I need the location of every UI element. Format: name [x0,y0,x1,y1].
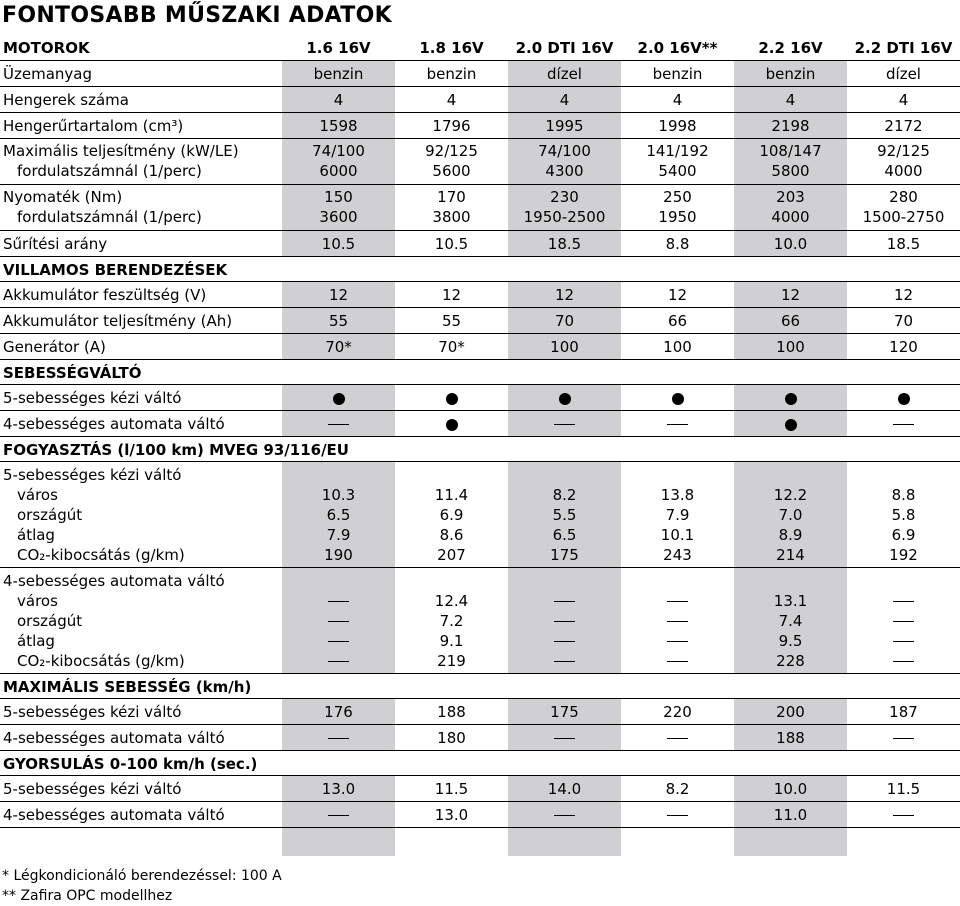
value-sub: 1950 [658,208,697,226]
value-sub: 5800 [771,162,810,180]
value-cell [847,139,960,185]
value-cell: 70 [847,308,960,334]
section-title: SEBESSÉGVÁLTÓ [0,360,960,385]
value-cell [282,385,395,411]
standard-dot-icon [785,419,797,431]
value: 7.9 [326,526,351,544]
not-available-dash-icon [328,738,349,740]
value: 8.9 [778,526,803,544]
value: 214 [776,546,805,564]
value-cell: 13.0 [282,776,395,802]
value-cell: benzin [621,61,734,87]
value-cell [508,411,621,437]
value-cell: 175 [508,699,621,725]
standard-dot-icon [898,393,910,405]
value-cell: 18.5 [508,231,621,257]
table-row [0,334,960,360]
value-cell: 66 [734,308,847,334]
value: 8.6 [439,526,464,544]
value-cell: 18.5 [847,231,960,257]
value-cell: 70* [395,334,508,360]
value-cell: 14.0 [508,776,621,802]
not-available-dash-icon [893,621,914,623]
value-cell [508,568,621,674]
value: 6.5 [552,526,577,544]
row-label [0,139,282,185]
value-cell: benzin [395,61,508,87]
value: 7.2 [439,612,464,630]
standard-dot-icon [785,393,797,405]
value-cell [847,568,960,674]
not-available-dash-icon [893,601,914,603]
not-available-dash-icon [667,815,688,817]
not-available-dash-icon [328,621,349,623]
value-cell [734,185,847,231]
value: 13.8 [660,486,695,504]
table-row [0,87,960,113]
value: 7.0 [778,506,803,524]
value-cell: 70* [282,334,395,360]
value: 219 [437,652,466,670]
value-cell: 12 [395,282,508,308]
section-header [0,674,960,699]
value-cell [395,185,508,231]
value-cell [621,139,734,185]
not-available-dash-icon [554,621,575,623]
value-cell: 13.0 [395,802,508,828]
not-available-dash-icon [893,815,914,817]
value-cell: 4 [508,87,621,113]
sub-row-label: országút [17,612,83,630]
not-available-dash-icon [554,661,575,663]
not-available-dash-icon [328,641,349,643]
not-available-dash-icon [893,641,914,643]
header-label: MOTOROK [0,36,282,61]
value-sub: 4000 [771,208,810,226]
sub-row-label: város [17,592,58,610]
value: 8.2 [552,486,577,504]
value-cell [847,725,960,751]
value-cell: 12 [282,282,395,308]
section-title: VILLAMOS BERENDEZÉSEK [0,257,960,282]
section-title: GYORSULÁS 0-100 km/h (sec.) [0,751,960,776]
value: 12.4 [434,592,469,610]
value-cell: 8.2 [621,776,734,802]
value-cell [621,725,734,751]
row-label: Hengerűrtartalom (cm³) [0,113,282,139]
value-cell: 12 [621,282,734,308]
value-main: 92/125 [877,142,930,160]
standard-dot-icon [672,393,684,405]
engine-header: 1.6 16V [282,36,395,61]
value-cell [734,385,847,411]
page-title: FONTOSABB MŰSZAKI ADATOK [2,3,392,28]
row-label [0,568,282,674]
value: 192 [889,546,918,564]
table-row [0,462,960,568]
value-cell: 11.0 [734,802,847,828]
value-cell [621,411,734,437]
value-cell [734,462,847,568]
value-main: 108/147 [759,142,822,160]
row-label [0,185,282,231]
value-cell [621,385,734,411]
value-cell: benzin [282,61,395,87]
value-cell [395,462,508,568]
table-row [0,282,960,308]
value-cell: 8.8 [621,231,734,257]
value-main: 141/192 [646,142,709,160]
value-cell [282,568,395,674]
standard-dot-icon [559,393,571,405]
value-cell: 1995 [508,113,621,139]
value-cell [734,568,847,674]
section-header [0,360,960,385]
value: 7.4 [778,612,803,630]
value-cell: dízel [847,61,960,87]
value-cell: 188 [734,725,847,751]
not-available-dash-icon [328,815,349,817]
value-cell [847,185,960,231]
not-available-dash-icon [667,621,688,623]
not-available-dash-icon [893,424,914,426]
not-available-dash-icon [328,601,349,603]
value-cell: 1998 [621,113,734,139]
spec-table [0,36,960,828]
value-cell: 200 [734,699,847,725]
value-cell: 100 [621,334,734,360]
sub-row-label: CO₂-kibocsátás (g/km) [17,546,185,564]
row-label-main: Maximális teljesítmény (kW/LE) [3,142,239,160]
not-available-dash-icon [554,601,575,603]
not-available-dash-icon [667,641,688,643]
standard-dot-icon [446,419,458,431]
row-label: 4-sebességes automata váltó [0,411,282,437]
value-main: 203 [776,188,805,206]
table-row [0,568,960,674]
value-cell [621,568,734,674]
value: 5.5 [552,506,577,524]
row-label: Sűrítési arány [0,231,282,257]
value: 11.4 [434,486,469,504]
value-main: 150 [324,188,353,206]
value-cell: 55 [282,308,395,334]
not-available-dash-icon [554,424,575,426]
value-cell: 4 [734,87,847,113]
value: 10.1 [660,526,695,544]
value-main: 74/100 [312,142,365,160]
table-row [0,776,960,802]
not-available-dash-icon [667,424,688,426]
footnote: * Légkondicionáló berendezéssel: 100 A [2,868,282,884]
value-cell [282,725,395,751]
row-label: 5-sebességes kézi váltó [0,699,282,725]
value-sub: 4000 [884,162,923,180]
value-cell: 4 [621,87,734,113]
value-cell [395,411,508,437]
value-cell: 1598 [282,113,395,139]
standard-dot-icon [446,393,458,405]
engine-header: 2.0 DTI 16V [508,36,621,61]
value: 243 [663,546,692,564]
not-available-dash-icon [554,815,575,817]
value-cell: 55 [395,308,508,334]
value-cell: 10.0 [734,776,847,802]
value-cell [282,185,395,231]
row-label [0,462,282,568]
block-label: 4-sebességes automata váltó [3,572,225,590]
engine-header: 2.0 16V** [621,36,734,61]
value-sub: 4300 [545,162,584,180]
value-cell: dízel [508,61,621,87]
row-label: 5-sebességes kézi váltó [0,776,282,802]
value-cell: 187 [847,699,960,725]
value-cell [282,139,395,185]
sub-row-label: város [17,486,58,504]
table-row [0,231,960,257]
value: 12.2 [773,486,808,504]
value-cell [847,385,960,411]
table-row [0,185,960,231]
table-row [0,113,960,139]
value-cell: 100 [508,334,621,360]
value-sub: 5600 [432,162,471,180]
section-header [0,751,960,776]
table-row [0,725,960,751]
value-cell [847,802,960,828]
sub-row-label: országút [17,506,83,524]
standard-dot-icon [333,393,345,405]
value: 10.3 [321,486,356,504]
value-sub: 6000 [319,162,358,180]
row-label: 4-sebességes automata váltó [0,802,282,828]
value-cell: 4 [395,87,508,113]
table-row [0,308,960,334]
value-cell: 10.5 [282,231,395,257]
value-cell: 220 [621,699,734,725]
section-title: FOGYASZTÁS (l/100 km) MVEG 93/116/EU [0,437,960,462]
value-cell: 12 [734,282,847,308]
value-cell: 11.5 [847,776,960,802]
value: 6.5 [326,506,351,524]
table-row [0,139,960,185]
value-cell [734,411,847,437]
not-available-dash-icon [667,661,688,663]
value-cell [508,462,621,568]
value: 190 [324,546,353,564]
row-label: Hengerek száma [0,87,282,113]
not-available-dash-icon [893,738,914,740]
value-cell: 12 [508,282,621,308]
value-cell: 70 [508,308,621,334]
value: 5.8 [891,506,916,524]
value-cell: 1796 [395,113,508,139]
value: 9.5 [778,632,803,650]
row-label-main: Nyomaték (Nm) [3,188,123,206]
value-cell [734,139,847,185]
value: 228 [776,652,805,670]
value: 6.9 [439,506,464,524]
value-cell: 176 [282,699,395,725]
value-cell [395,139,508,185]
value-cell [282,462,395,568]
value-main: 230 [550,188,579,206]
value: 6.9 [891,526,916,544]
value-cell: 10.5 [395,231,508,257]
not-available-dash-icon [554,641,575,643]
row-label: Akkumulátor feszültség (V) [0,282,282,308]
value-cell: 12 [847,282,960,308]
value-cell: 188 [395,699,508,725]
value-cell [395,568,508,674]
value-cell: 11.5 [395,776,508,802]
not-available-dash-icon [328,424,349,426]
row-label: 5-sebességes kézi váltó [0,385,282,411]
value: 13.1 [773,592,808,610]
row-label: 4-sebességes automata váltó [0,725,282,751]
block-label: 5-sebességes kézi váltó [3,466,182,484]
footnote: ** Zafira OPC modellhez [2,888,173,904]
row-label: Akkumulátor teljesítmény (Ah) [0,308,282,334]
value-sub: 5400 [658,162,697,180]
value: 175 [550,546,579,564]
value-cell [847,411,960,437]
value-main: 280 [889,188,918,206]
sub-row-label: átlag [17,526,55,544]
value-sub: 3600 [319,208,358,226]
engine-header: 2.2 16V [734,36,847,61]
value: 207 [437,546,466,564]
value-cell [847,462,960,568]
table-row [0,802,960,828]
section-header [0,257,960,282]
value-cell: 2172 [847,113,960,139]
table-row [0,699,960,725]
sub-row-label: átlag [17,632,55,650]
value-cell: 4 [847,87,960,113]
value-cell [508,185,621,231]
value: 7.9 [665,506,690,524]
value-cell: 66 [621,308,734,334]
sub-row-label: CO₂-kibocsátás (g/km) [17,652,185,670]
value-main: 74/100 [538,142,591,160]
value-cell: 120 [847,334,960,360]
value-sub: 1950-2500 [523,208,606,226]
value-cell [621,462,734,568]
section-header [0,437,960,462]
value-cell [508,385,621,411]
not-available-dash-icon [328,661,349,663]
value-cell [621,802,734,828]
not-available-dash-icon [893,661,914,663]
engine-header: 2.2 DTI 16V [847,36,960,61]
value-cell: 2198 [734,113,847,139]
value-cell: benzin [734,61,847,87]
row-label-sub: fordulatszámnál (1/perc) [17,162,202,180]
row-label: Generátor (A) [0,334,282,360]
value: 9.1 [439,632,464,650]
value-sub: 1500-2750 [862,208,945,226]
footnotes [2,866,282,906]
engine-header: 1.8 16V [395,36,508,61]
value-main: 250 [663,188,692,206]
value-cell [282,802,395,828]
value-cell [508,802,621,828]
value-cell [282,411,395,437]
value-cell [508,139,621,185]
value: 8.8 [891,486,916,504]
not-available-dash-icon [667,601,688,603]
header-row [0,36,960,61]
table-row [0,61,960,87]
value-cell: 10.0 [734,231,847,257]
value-cell: 100 [734,334,847,360]
value-cell [508,725,621,751]
value-main: 170 [437,188,466,206]
section-title: MAXIMÁLIS SEBESSÉG (km/h) [0,674,960,699]
table-row [0,385,960,411]
table-row [0,411,960,437]
value-cell: 4 [282,87,395,113]
value-main: 92/125 [425,142,478,160]
value-sub: 3800 [432,208,471,226]
value-cell [395,385,508,411]
row-label-sub: fordulatszámnál (1/perc) [17,208,202,226]
not-available-dash-icon [554,738,575,740]
value-cell [621,185,734,231]
value-cell: 180 [395,725,508,751]
not-available-dash-icon [667,738,688,740]
row-label: Üzemanyag [0,61,282,87]
